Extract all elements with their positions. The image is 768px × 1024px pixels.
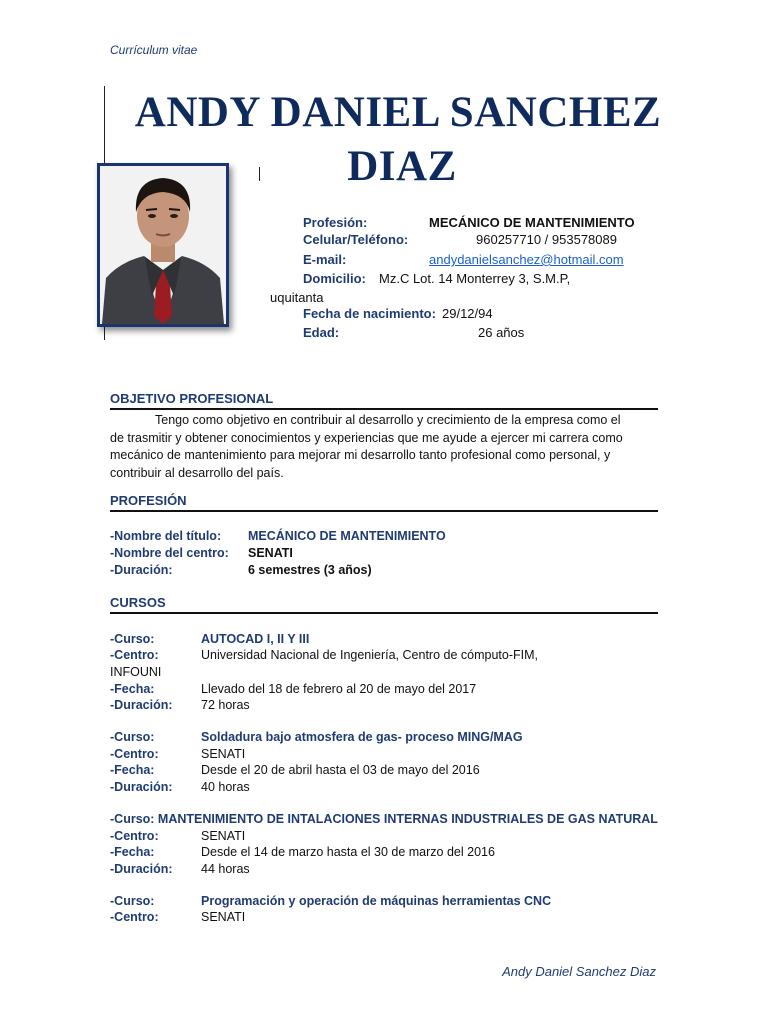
course1-date-value: Llevado del 18 de febrero al 20 de mayo del 2017	[201, 682, 477, 696]
course2-date-label: -Fecha:	[110, 763, 155, 777]
course3-duration-label: -Duración:	[110, 862, 173, 876]
course2-date-value: Desde el 20 de abril hasta el 03 de mayo del 2016	[201, 763, 480, 777]
course3-date-value: Desde el 14 de marzo hasta el 30 de marzo del 2016	[201, 845, 495, 859]
courses-rule	[110, 612, 658, 614]
course4-center-value: SENATI	[201, 910, 246, 924]
phone-label: Celular/Teléfono:	[303, 232, 409, 247]
course1-label: -Curso:	[110, 632, 155, 646]
course4-value: Programación y operación de máquinas herramientas CNC	[201, 894, 552, 908]
course3-center-label: -Centro:	[110, 829, 159, 843]
header-tag: Currículum vitae	[110, 43, 198, 57]
title-name-value: MECÁNICO DE MANTENIMIENTO	[248, 529, 446, 543]
course1-duration-value: 72 horas	[201, 698, 250, 712]
center-name-value: SENATI	[248, 546, 293, 560]
age-value: 26 años	[478, 325, 525, 340]
profession-rule	[110, 510, 658, 512]
duration-label: -Duración:	[110, 563, 173, 577]
course4-center-label: -Centro:	[110, 910, 159, 924]
email-label: E-mail:	[303, 252, 347, 267]
course3-center-value: SENATI	[201, 829, 246, 843]
courses-title: CURSOS	[110, 595, 166, 610]
objective-title: OBJETIVO PROFESIONAL	[110, 391, 274, 406]
email-link[interactable]: andydanielsanchez@hotmail.com	[429, 252, 624, 267]
address-label: Domicilio:	[303, 271, 366, 286]
profession-label: Profesión:	[303, 215, 368, 230]
profession-value: MECÁNICO DE MANTENIMIENTO	[429, 215, 635, 230]
course1-center-label: -Centro:	[110, 648, 159, 662]
course1-duration-label: -Duración:	[110, 698, 173, 712]
course1-date-label: -Fecha:	[110, 682, 155, 696]
objective-line4: contribuir al desarrollo del país.	[110, 466, 284, 480]
duration-value: 6 semestres (3 años)	[248, 563, 372, 577]
address-value: Mz.C Lot. 14 Monterrey 3, S.M.P,	[379, 271, 571, 286]
course4-label: -Curso:	[110, 894, 155, 908]
profession-title: PROFESIÓN	[110, 493, 187, 508]
objective-line1: Tengo como objetivo en contribuir al desarrollo y crecimiento de la empresa como el	[155, 413, 621, 427]
address-continuation: uquitanta	[270, 290, 324, 305]
margin-tick	[259, 167, 260, 181]
course2-value: Soldadura bajo atmosfera de gas- proceso MING/MAG	[201, 730, 523, 744]
objective-line3: mecánico de mantenimiento para mejorar mi desarrollo tanto profesional como personal, y	[110, 448, 611, 462]
course2-duration-label: -Duración:	[110, 780, 173, 794]
course2-duration-value: 40 horas	[201, 780, 250, 794]
title-name-label: -Nombre del título:	[110, 529, 222, 543]
course2-center-value: SENATI	[201, 747, 246, 761]
course2-label: -Curso:	[110, 730, 155, 744]
phone-value: 960257710 / 953578089	[476, 232, 617, 247]
course3-label: -Curso: MANTENIMIENTO DE INTALACIONES INTERNAS INDUSTRIALES DE GAS NATURAL	[110, 812, 658, 826]
center-name-label: -Nombre del centro:	[110, 546, 229, 560]
profile-photo	[97, 163, 229, 327]
birth-value: 29/12/94	[442, 306, 493, 321]
course3-duration-value: 44 horas	[201, 862, 250, 876]
course3-date-label: -Fecha:	[110, 845, 155, 859]
age-label: Edad:	[303, 325, 340, 340]
portrait-image	[100, 166, 226, 324]
full-name-line2: DIAZ	[347, 143, 457, 190]
birth-label: Fecha de nacimiento:	[303, 306, 436, 321]
course1-center-cont: INFOUNI	[110, 665, 162, 679]
course2-center-label: -Centro:	[110, 747, 159, 761]
objective-rule	[110, 408, 658, 410]
course1-value: AUTOCAD I, II Y III	[201, 632, 310, 646]
course1-center-value: Universidad Nacional de Ingeniería, Centro de cómputo-FIM,	[201, 648, 538, 662]
full-name-line1: ANDY DANIEL SANCHEZ	[134, 89, 662, 136]
footer-name: Andy Daniel Sanchez Diaz	[502, 964, 656, 979]
objective-line2: de trasmitir y obtener conocimientos y experiencias que me ayude a ejercer mi carrera como	[110, 431, 623, 445]
